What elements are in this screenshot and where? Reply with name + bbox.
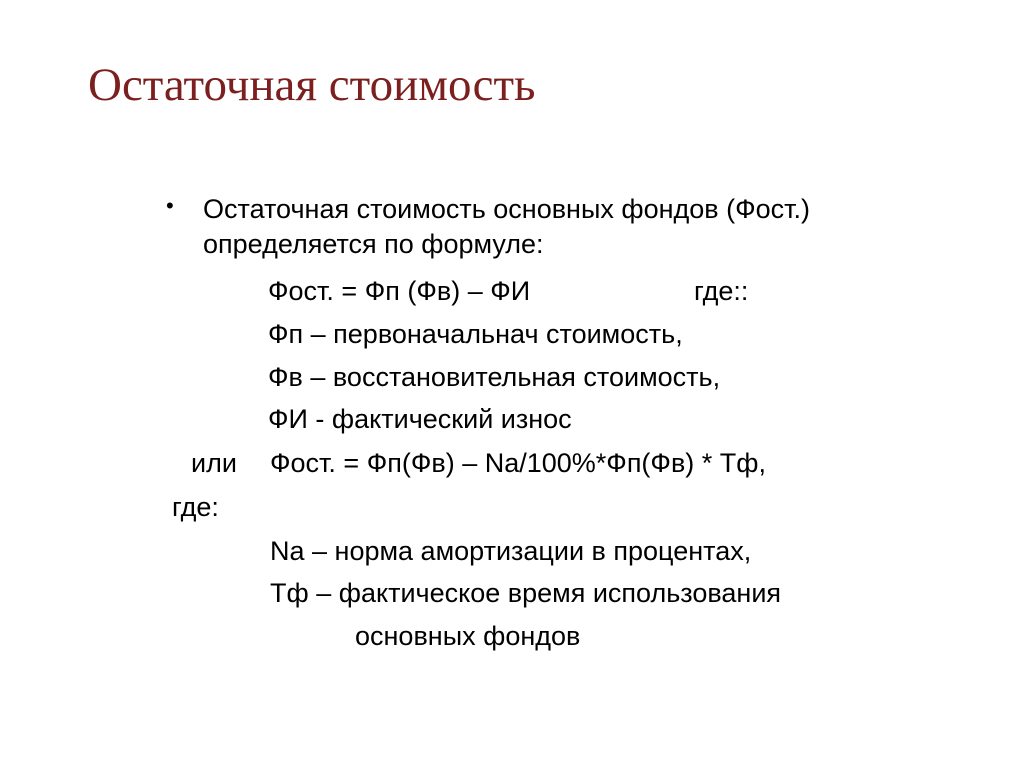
term-depreciation-rate: Nа – норма амортизации в процентах, <box>270 536 752 566</box>
alt-formula: Фост. = Фп(Фв) – Nа/100%*Фп(Фв) * Тф, <box>270 448 767 478</box>
term-actual-usage-time: Тф – фактическое время использования <box>270 578 782 608</box>
bullet-marker: • <box>166 193 174 218</box>
term-initial-cost: Фп – первоначальнач стоимость, <box>268 319 683 349</box>
term-replacement-cost: Фв – восстановительная стоимость, <box>268 362 721 392</box>
slide-title: Остаточная стоимость <box>88 59 536 111</box>
definition-line-1: Остаточная стоимость основных фондов (Фост.) <box>203 194 811 224</box>
term-actual-usage-time-cont: основных фондов <box>355 621 581 651</box>
term-actual-wear: ФИ - фактический износ <box>268 404 572 434</box>
formula-where-label: где:: <box>694 276 749 306</box>
alt-formula-where-label: где: <box>172 492 219 522</box>
formula-main: Фост. = Фп (Фв) – ФИ <box>268 276 531 306</box>
definition-line-2: определяется по формуле: <box>203 229 544 259</box>
alt-formula-or: или <box>191 448 237 478</box>
